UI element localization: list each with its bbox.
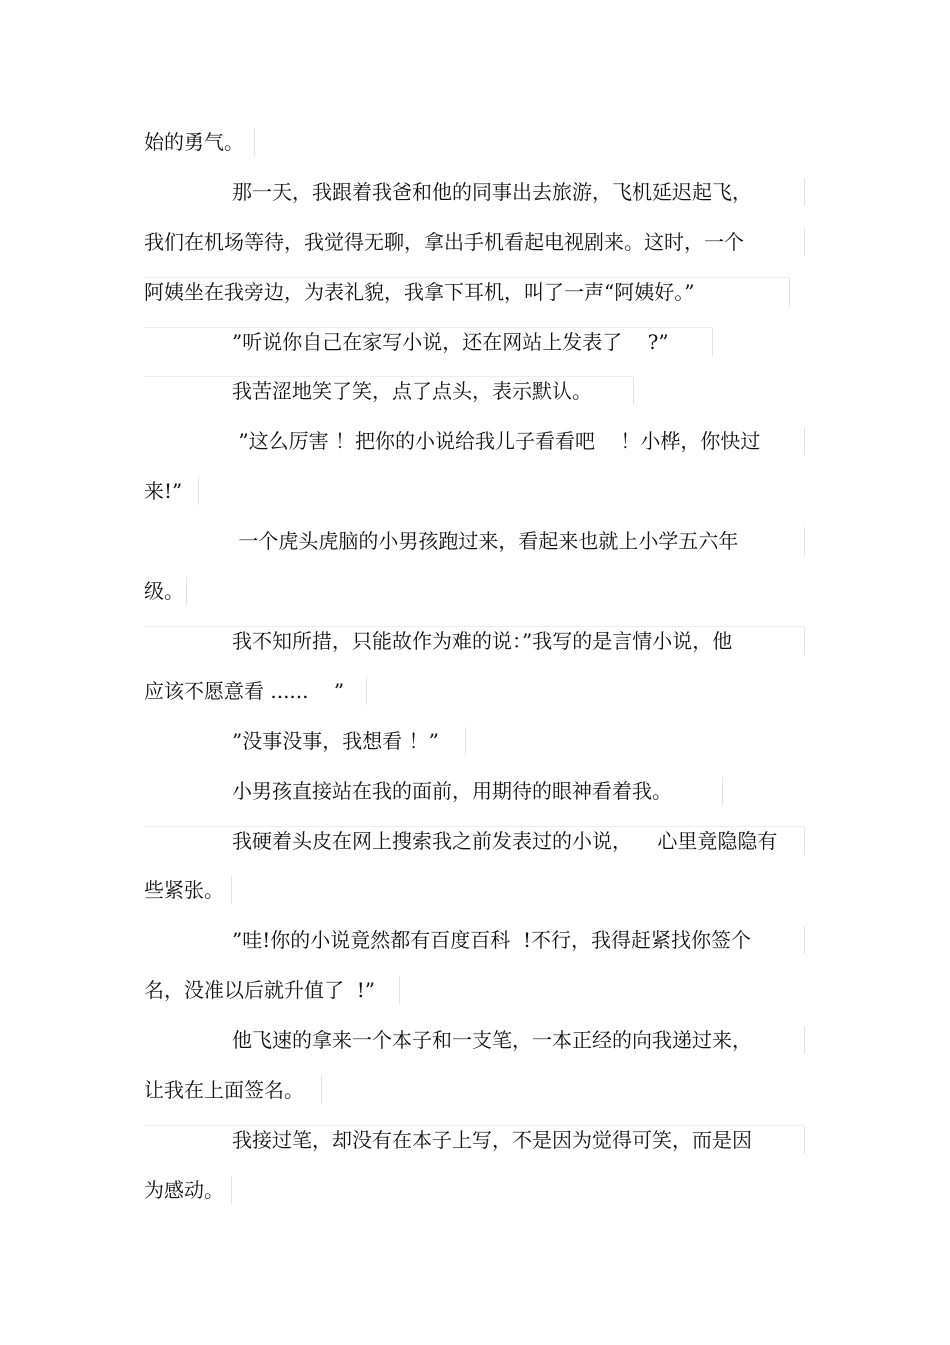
text-line: 我接过笔，却没有在本子上写，不是因为觉得可笑，而是因 [232, 1128, 752, 1152]
text-line: ”这么厉害 ！把你的小说给我儿子看看吧 ！小桦，你快过 [232, 429, 761, 453]
line-end-rule [465, 727, 466, 755]
text-line: 他飞速的拿来一个本子和一支笔，一本正经的向我递过来， [232, 1028, 752, 1052]
line-top-rule [144, 626, 804, 627]
text-line: 一个虎头虎脑的小男孩跑过来，看起来也就上小学五六年 [232, 529, 739, 553]
line-end-rule [712, 328, 713, 356]
line-end-rule [789, 278, 790, 306]
line-end-rule [804, 427, 805, 455]
text-line: 为感动。 [144, 1178, 224, 1202]
text-line: 名，没准以后就升值了 !” [144, 978, 375, 1002]
line-end-rule [804, 527, 805, 555]
line-end-rule [804, 1126, 805, 1154]
line-end-rule [186, 577, 187, 605]
line-end-rule [804, 178, 805, 206]
line-end-rule [254, 128, 255, 156]
line-end-rule [722, 777, 723, 805]
line-end-rule [198, 477, 199, 505]
line-end-rule [804, 627, 805, 655]
line-top-rule [144, 277, 789, 278]
text-line: 我硬着头皮在网上搜索我之前发表过的小说， 心里竟隐隐有 [232, 829, 778, 853]
text-line: 我苦涩地笑了笑，点了点头，表示默认。 [232, 379, 592, 403]
line-end-rule [366, 677, 367, 705]
text-line: ”听说你自己在家写小说，还在网站上发表了 ?” [232, 330, 669, 354]
text-line: ”哇!你的小说竟然都有百度百科 !不行，我得赶紧找你签个 [232, 928, 752, 952]
line-top-rule [144, 376, 633, 377]
line-top-rule [144, 327, 712, 328]
line-end-rule [804, 827, 805, 855]
line-top-rule [144, 1125, 804, 1126]
line-end-rule [399, 976, 400, 1004]
line-end-rule [231, 876, 232, 904]
line-end-rule [321, 1076, 322, 1104]
text-line: 那一天，我跟着我爸和他的同事出去旅游，飞机延迟起飞， [232, 180, 752, 204]
text-line: 我不知所措，只能故作为难的说：”我写的是言情小说，他 [232, 629, 733, 653]
text-line: 阿姨坐在我旁边，为表礼貌，我拿下耳机，叫了一声“阿姨好。” [144, 280, 695, 304]
text-line: 我们在机场等待，我觉得无聊，拿出手机看起电视剧来。这时，一个 [144, 230, 744, 254]
line-end-rule [804, 228, 805, 256]
text-line: 些紧张。 [144, 878, 224, 902]
text-line: 始的勇气。 [144, 130, 244, 154]
line-end-rule [804, 926, 805, 954]
text-line: 小男孩直接站在我的面前，用期待的眼神看着我。 [232, 779, 672, 803]
text-line: 应该不愿意看 ...... ” [144, 679, 345, 703]
text-line: 让我在上面签名。 [144, 1078, 304, 1102]
text-line: 级。 [144, 579, 184, 603]
text-line: 来!” [144, 479, 183, 503]
line-end-rule [804, 1026, 805, 1054]
line-top-rule [144, 826, 804, 827]
text-line: ”没事没事，我想看 ！” [232, 729, 439, 753]
line-end-rule [633, 377, 634, 405]
line-end-rule [231, 1176, 232, 1204]
